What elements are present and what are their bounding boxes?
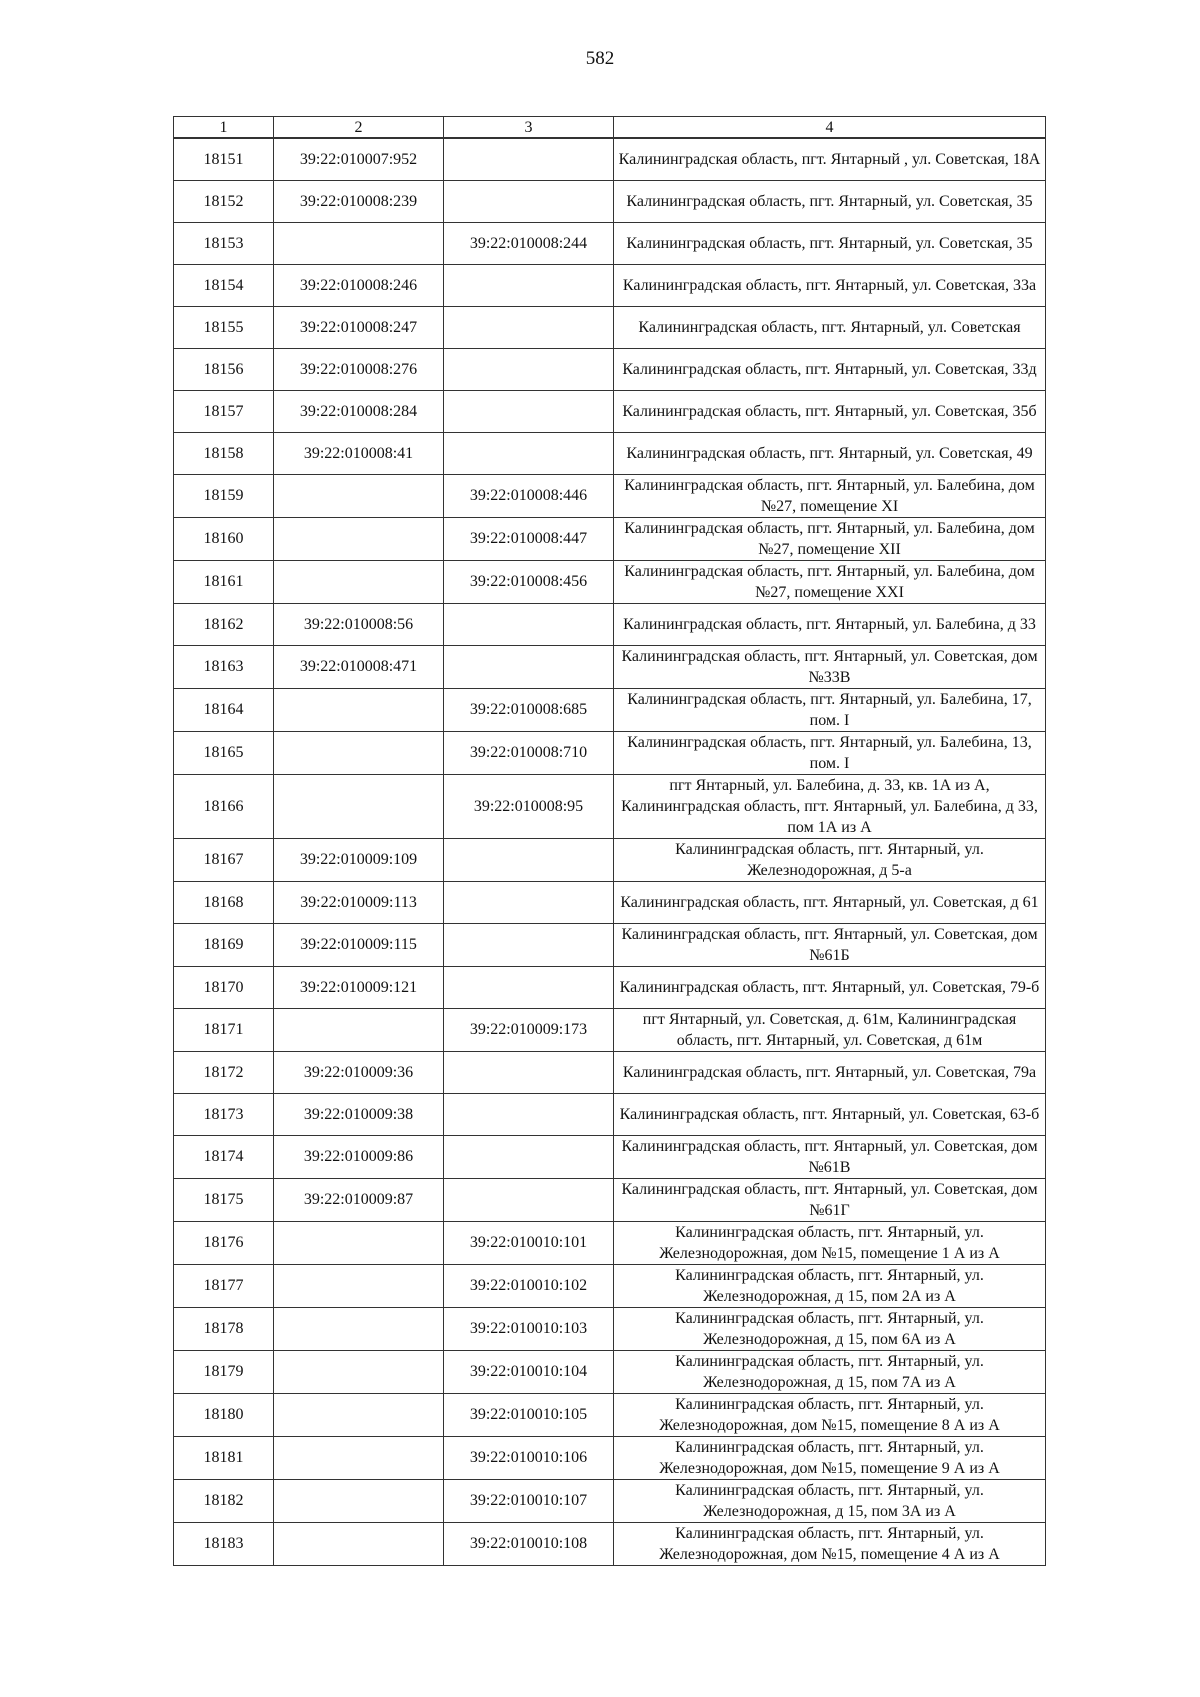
cadastral-number-cell	[274, 1479, 444, 1522]
cadastral-number-cell	[274, 1008, 444, 1051]
table-row	[174, 645, 1046, 688]
table-row	[174, 1221, 1046, 1264]
row-number-cell: 18165	[174, 731, 274, 774]
premises-cadastral-number-cell	[444, 645, 614, 688]
table-row	[174, 1393, 1046, 1436]
cadastral-number-cell: 39:22:010009:109	[274, 838, 444, 881]
cadastral-number-cell: 39:22:010009:38	[274, 1093, 444, 1135]
address-cell: Калининградская область, пгт. Янтарный, ул. Балебина, 13, пом. I	[614, 731, 1046, 774]
row-number-cell: 18154	[174, 264, 274, 306]
row-number-cell: 18153	[174, 222, 274, 264]
cadastral-number-cell: 39:22:010008:246	[274, 264, 444, 306]
address-cell: Калининградская область, пгт. Янтарный, ул. Советская	[614, 306, 1046, 348]
cadastral-number-cell	[274, 1522, 444, 1565]
cadastral-number-cell	[274, 774, 444, 838]
cadastral-number-cell	[274, 1264, 444, 1307]
premises-cadastral-number-cell	[444, 138, 614, 180]
cadastral-number-cell	[274, 731, 444, 774]
table-row	[174, 1093, 1046, 1135]
row-number-cell: 18157	[174, 390, 274, 432]
cadastral-number-cell: 39:22:010009:113	[274, 881, 444, 923]
table-row	[174, 517, 1046, 560]
premises-cadastral-number-cell: 39:22:010008:456	[444, 560, 614, 603]
address-cell: пгт Янтарный, ул. Балебина, д. 33, кв. 1А из А, Калининградская область, пгт. Янтарный, ул. Балебина, д 33, пом 1А из А	[614, 774, 1046, 838]
address-cell: Калининградская область, пгт. Янтарный, ул. Советская, 79-б	[614, 966, 1046, 1008]
address-cell: Калининградская область, пгт. Янтарный, ул. Советская, 33д	[614, 348, 1046, 390]
cadastral-number-cell: 39:22:010009:36	[274, 1051, 444, 1093]
table-row	[174, 306, 1046, 348]
premises-cadastral-number-cell	[444, 966, 614, 1008]
cadastral-number-cell: 39:22:010009:86	[274, 1135, 444, 1178]
table-row	[174, 1051, 1046, 1093]
address-cell: Калининградская область, пгт. Янтарный, ул. Советская, 79а	[614, 1051, 1046, 1093]
column-header-2: 2	[274, 117, 444, 139]
row-number-cell: 18162	[174, 603, 274, 645]
premises-cadastral-number-cell	[444, 881, 614, 923]
address-cell: Калининградская область, пгт. Янтарный, ул. Советская, 49	[614, 432, 1046, 474]
premises-cadastral-number-cell: 39:22:010010:101	[444, 1221, 614, 1264]
cadastral-number-cell	[274, 1436, 444, 1479]
premises-cadastral-number-cell	[444, 923, 614, 966]
row-number-cell: 18155	[174, 306, 274, 348]
premises-cadastral-number-cell: 39:22:010008:446	[444, 474, 614, 517]
cadastral-number-cell	[274, 1307, 444, 1350]
address-cell: Калининградская область, пгт. Янтарный, ул. Советская, дом №61В	[614, 1135, 1046, 1178]
premises-cadastral-number-cell: 39:22:010009:173	[444, 1008, 614, 1051]
address-cell: Калининградская область, пгт. Янтарный, ул. Советская, 33а	[614, 264, 1046, 306]
premises-cadastral-number-cell	[444, 1178, 614, 1221]
cadastral-number-cell	[274, 1221, 444, 1264]
table-row	[174, 138, 1046, 180]
table-row	[174, 560, 1046, 603]
cadastral-number-cell: 39:22:010008:276	[274, 348, 444, 390]
row-number-cell: 18161	[174, 560, 274, 603]
premises-cadastral-number-cell: 39:22:010008:244	[444, 222, 614, 264]
premises-cadastral-number-cell: 39:22:010010:105	[444, 1393, 614, 1436]
premises-cadastral-number-cell	[444, 390, 614, 432]
column-header-3: 3	[444, 117, 614, 139]
row-number-cell: 18170	[174, 966, 274, 1008]
row-number-cell: 18177	[174, 1264, 274, 1307]
premises-cadastral-number-cell: 39:22:010010:107	[444, 1479, 614, 1522]
premises-cadastral-number-cell: 39:22:010010:108	[444, 1522, 614, 1565]
table-row	[174, 923, 1046, 966]
premises-cadastral-number-cell	[444, 1093, 614, 1135]
address-cell: Калининградская область, пгт. Янтарный, ул. Железнодорожная, дом №15, помещение 1 А из А	[614, 1221, 1046, 1264]
address-cell: Калининградская область, пгт. Янтарный, ул. Советская, дом №33В	[614, 645, 1046, 688]
table-row	[174, 180, 1046, 222]
table-row	[174, 1436, 1046, 1479]
row-number-cell: 18182	[174, 1479, 274, 1522]
cadastral-number-cell: 39:22:010009:121	[274, 966, 444, 1008]
premises-cadastral-number-cell	[444, 348, 614, 390]
premises-cadastral-number-cell	[444, 432, 614, 474]
table-row	[174, 222, 1046, 264]
row-number-cell: 18152	[174, 180, 274, 222]
premises-cadastral-number-cell: 39:22:010010:102	[444, 1264, 614, 1307]
row-number-cell: 18178	[174, 1307, 274, 1350]
table-row	[174, 1178, 1046, 1221]
row-number-cell: 18151	[174, 138, 274, 180]
address-cell: Калининградская область, пгт. Янтарный, ул. Железнодорожная, д 15, пом 7А из А	[614, 1350, 1046, 1393]
address-cell: Калининградская область, пгт. Янтарный, ул. Балебина, дом №27, помещение XII	[614, 517, 1046, 560]
row-number-cell: 18180	[174, 1393, 274, 1436]
row-number-cell: 18174	[174, 1135, 274, 1178]
premises-cadastral-number-cell: 39:22:010008:95	[444, 774, 614, 838]
table-row	[174, 474, 1046, 517]
table-row	[174, 1522, 1046, 1565]
premises-cadastral-number-cell	[444, 1051, 614, 1093]
address-cell: Калининградская область, пгт. Янтарный, ул. Балебина, дом №27, помещение XXI	[614, 560, 1046, 603]
address-cell: Калининградская область, пгт. Янтарный, ул. Советская, дом №61Г	[614, 1178, 1046, 1221]
table-row	[174, 1479, 1046, 1522]
address-cell: Калининградская область, пгт. Янтарный, ул. Железнодорожная, дом №15, помещение 4 А из А	[614, 1522, 1046, 1565]
address-cell: Калининградская область, пгт. Янтарный , ул. Советская, 18А	[614, 138, 1046, 180]
table-row	[174, 603, 1046, 645]
table-row	[174, 1307, 1046, 1350]
address-cell: пгт Янтарный, ул. Советская, д. 61м, Калининградская область, пгт. Янтарный, ул. Советская, д 61м	[614, 1008, 1046, 1051]
table-row	[174, 1008, 1046, 1051]
table-row	[174, 264, 1046, 306]
table-row	[174, 1264, 1046, 1307]
premises-cadastral-number-cell: 39:22:010008:685	[444, 688, 614, 731]
row-number-cell: 18171	[174, 1008, 274, 1051]
cadastral-number-cell	[274, 560, 444, 603]
table-row	[174, 838, 1046, 881]
table-row	[174, 390, 1046, 432]
premises-cadastral-number-cell: 39:22:010008:447	[444, 517, 614, 560]
address-cell: Калининградская область, пгт. Янтарный, ул. Железнодорожная, дом №15, помещение 8 А из А	[614, 1393, 1046, 1436]
premises-cadastral-number-cell	[444, 838, 614, 881]
header-row	[174, 117, 1046, 139]
address-cell: Калининградская область, пгт. Янтарный, ул. Советская, д 61	[614, 881, 1046, 923]
premises-cadastral-number-cell	[444, 306, 614, 348]
table-row	[174, 966, 1046, 1008]
address-cell: Калининградская область, пгт. Янтарный, ул. Балебина, д 33	[614, 603, 1046, 645]
premises-cadastral-number-cell	[444, 1135, 614, 1178]
address-cell: Калининградская область, пгт. Янтарный, ул. Балебина, дом №27, помещение XI	[614, 474, 1046, 517]
row-number-cell: 18176	[174, 1221, 274, 1264]
row-number-cell: 18158	[174, 432, 274, 474]
table-row	[174, 432, 1046, 474]
premises-cadastral-number-cell: 39:22:010008:710	[444, 731, 614, 774]
row-number-cell: 18166	[174, 774, 274, 838]
table-header	[174, 117, 1046, 139]
cadastral-number-cell	[274, 474, 444, 517]
cadastral-number-cell: 39:22:010008:284	[274, 390, 444, 432]
address-cell: Калининградская область, пгт. Янтарный, ул. Советская, 35	[614, 180, 1046, 222]
premises-cadastral-number-cell: 39:22:010010:106	[444, 1436, 614, 1479]
cadastral-number-cell	[274, 1350, 444, 1393]
premises-cadastral-number-cell	[444, 603, 614, 645]
cadastral-number-cell: 39:22:010009:115	[274, 923, 444, 966]
row-number-cell: 18160	[174, 517, 274, 560]
address-cell: Калининградская область, пгт. Янтарный, ул. Балебина, 17, пом. I	[614, 688, 1046, 731]
row-number-cell: 18173	[174, 1093, 274, 1135]
premises-cadastral-number-cell	[444, 180, 614, 222]
row-number-cell: 18181	[174, 1436, 274, 1479]
row-number-cell: 18168	[174, 881, 274, 923]
cadastral-number-cell: 39:22:010008:247	[274, 306, 444, 348]
row-number-cell: 18175	[174, 1178, 274, 1221]
address-cell: Калининградская область, пгт. Янтарный, ул. Железнодорожная, д 5-а	[614, 838, 1046, 881]
table-row	[174, 348, 1046, 390]
table-row	[174, 731, 1046, 774]
column-header-4: 4	[614, 117, 1046, 139]
row-number-cell: 18172	[174, 1051, 274, 1093]
address-cell: Калининградская область, пгт. Янтарный, ул. Советская, 63-б	[614, 1093, 1046, 1135]
column-header-1: 1	[174, 117, 274, 139]
premises-cadastral-number-cell: 39:22:010010:103	[444, 1307, 614, 1350]
table-row	[174, 881, 1046, 923]
page-number: 582	[585, 48, 615, 69]
cadastral-number-cell: 39:22:010009:87	[274, 1178, 444, 1221]
registry-table	[173, 116, 1046, 1566]
row-number-cell: 18163	[174, 645, 274, 688]
address-cell: Калининградская область, пгт. Янтарный, ул. Советская, 35б	[614, 390, 1046, 432]
table-row	[174, 1135, 1046, 1178]
cadastral-number-cell	[274, 222, 444, 264]
cadastral-number-cell	[274, 517, 444, 560]
row-number-cell: 18164	[174, 688, 274, 731]
address-cell: Калининградская область, пгт. Янтарный, ул. Советская, дом №61Б	[614, 923, 1046, 966]
row-number-cell: 18183	[174, 1522, 274, 1565]
cadastral-number-cell: 39:22:010008:56	[274, 603, 444, 645]
row-number-cell: 18179	[174, 1350, 274, 1393]
cadastral-number-cell	[274, 1393, 444, 1436]
premises-cadastral-number-cell: 39:22:010010:104	[444, 1350, 614, 1393]
table-body	[174, 138, 1046, 1565]
cadastral-number-cell: 39:22:010008:41	[274, 432, 444, 474]
table-row	[174, 688, 1046, 731]
address-cell: Калининградская область, пгт. Янтарный, ул. Железнодорожная, д 15, пом 6А из А	[614, 1307, 1046, 1350]
address-cell: Калининградская область, пгт. Янтарный, ул. Железнодорожная, д 15, пом 3А из А	[614, 1479, 1046, 1522]
row-number-cell: 18156	[174, 348, 274, 390]
cadastral-number-cell: 39:22:010008:239	[274, 180, 444, 222]
row-number-cell: 18159	[174, 474, 274, 517]
address-cell: Калининградская область, пгт. Янтарный, ул. Советская, 35	[614, 222, 1046, 264]
address-cell: Калининградская область, пгт. Янтарный, ул. Железнодорожная, дом №15, помещение 9 А из А	[614, 1436, 1046, 1479]
premises-cadastral-number-cell	[444, 264, 614, 306]
cadastral-number-cell: 39:22:010007:952	[274, 138, 444, 180]
address-cell: Калининградская область, пгт. Янтарный, ул. Железнодорожная, д 15, пом 2А из А	[614, 1264, 1046, 1307]
table-row	[174, 1350, 1046, 1393]
row-number-cell: 18167	[174, 838, 274, 881]
table-row	[174, 774, 1046, 838]
cadastral-number-cell	[274, 688, 444, 731]
row-number-cell: 18169	[174, 923, 274, 966]
cadastral-number-cell: 39:22:010008:471	[274, 645, 444, 688]
